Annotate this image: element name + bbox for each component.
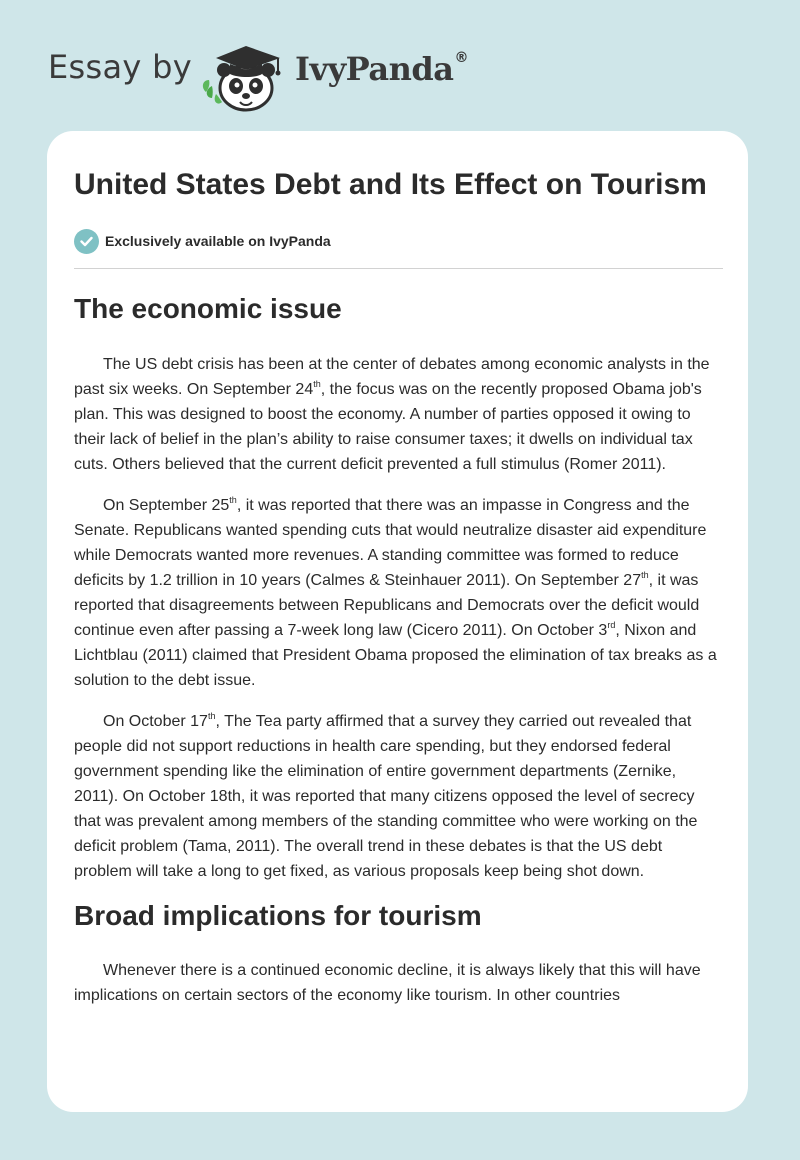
article-content	[74, 164, 724, 1008]
divider	[74, 268, 723, 269]
paragraph: Whenever there is a continued economic decline, it is always likely that this will have implications on certain sectors of the economy like tourism. In other countries	[74, 962, 701, 1004]
section-heading-tourism: Broad implications for tourism	[74, 900, 482, 931]
exclusive-badge	[74, 228, 724, 254]
exclusive-label: Exclusively available on IvyPanda	[105, 233, 331, 249]
paragraph: The US debt crisis has been at the center of debates among economic analysts in the past six weeks. On September 24th, the focus was on the recently proposed Obama job's plan. This was designed to boost the economy. A number of parties opposed it owing to their lack of belief in the plan’s ability to raise consumer taxes; it dwells on individual tax cuts. Others believed that the current deficit prevented a full stimulus (Romer 2011).	[74, 356, 710, 473]
site-header	[0, 0, 800, 130]
panda-logo-icon[interactable]	[200, 36, 290, 112]
essay-by-label: Essay by	[48, 48, 192, 86]
registered-mark: ®	[454, 50, 468, 67]
article-card	[47, 131, 748, 1112]
paragraph: On September 25th, it was reported that there was an impasse in Congress and the Senate. Republicans wanted spending cuts that would neutralize disaster aid expenditure while Democrats wanted more revenues. A standing committee was formed to reduce deficits by 1.2 trillion in 10 years (Calmes & Steinhauer 2011). On September 27th, it was reported that disagreements between Republicans and Democrats over the deficit would continue even after passing a 7-week long law (Cicero 2011). On October 3rd, Nixon and Lichtblau (2011) claimed that President Obama proposed the elimination of tax breaks as a solution to the debt issue.	[74, 494, 717, 689]
checkmark-icon	[74, 229, 99, 254]
section-heading-economic-issue: The economic issue	[74, 293, 342, 324]
paragraph: On October 17th, The Tea party affirmed that a survey they carried out revealed that people did not support reductions in health care spending, but they endorsed federal government spending like the elimination of entire government departments (Zernike, 2011). On October 18th, it was reported that many citizens opposed the level of secrecy that was prevalent among members of the standing committee who were working on the deficit problem (Tama, 2011). The overall trend in these debates is that the US debt problem will take a long to get fixed, as various proposals keep being shot down.	[74, 710, 698, 880]
article-title: United States Debt and Its Effect on Tourism	[74, 168, 707, 201]
brand-name[interactable]: IvyPanda®	[295, 50, 468, 88]
